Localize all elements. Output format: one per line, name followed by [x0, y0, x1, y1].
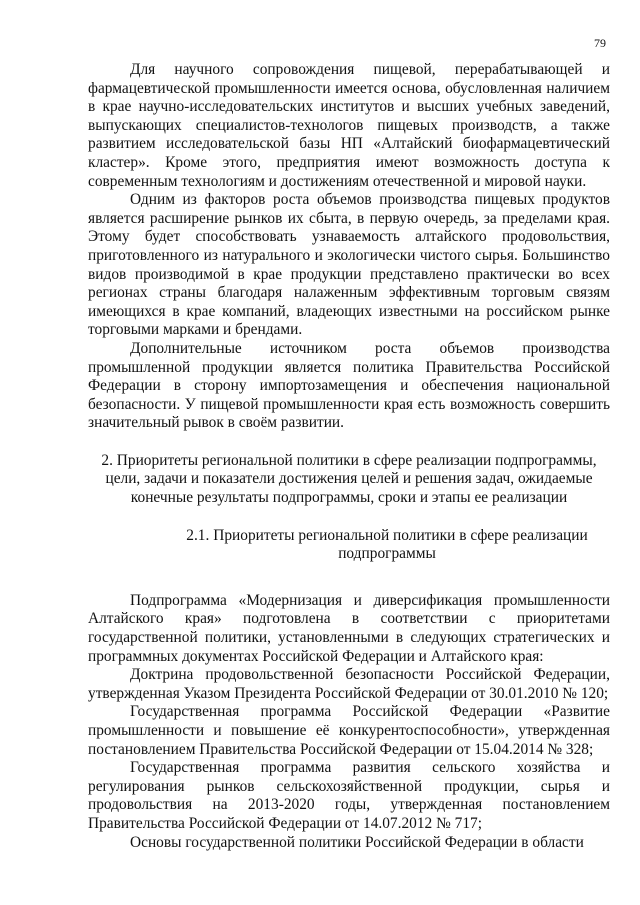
- page-number: 79: [594, 36, 606, 50]
- paragraph: Дополнительные источником роста объемов производства промышленной продукции является политика Правительства Российской Федерации в сторону импортозамещения и обеспечения национальной безопасности. У пищевой промышленности края есть возможность совершить значительный рывок в своём развитии.: [88, 339, 610, 432]
- paragraph: Для научного сопровождения пищевой, перерабатывающей и фармацевтической промышленности имеется основа, обусловленная наличием в крае научно-исследовательских институтов и высших учебных заведений, выпускающих специалистов-технологов пищевых производств, а также развитием исследовательской базы НП «Алтайский биофармацевтический кластер». Кроме этого, предприятия имеют возможность доступа к современным технологиям и достижениям отечественной и мировой науки.: [88, 61, 610, 190]
- paragraph: Доктрина продовольственной безопасности Российской Федерации, утвержденная Указом Президента Российской Федерации от 30.01.2010 № 120;: [88, 666, 610, 702]
- section-heading: 2. Приоритеты региональной политики в сфере реализации подпрограммы, цели, задачи и показатели достижения целей и решения задач, ожидаемые конечные результаты подпрограммы, сроки и этапы ее реализации: [101, 451, 597, 507]
- paragraph: Одним из факторов роста объемов производства пищевых продуктов является расширение рынков их сбыта, в первую очередь, за пределами края. Этому будет способствовать узнаваемость алтайского продовольствия, приготовленного из натурального и экологически чистого сырья. Большинство видов производимой в крае продукции представлено практически во всех регионах страны благодаря налаженным эффективным торговым связям имеющихся в крае компаний, владеющих известными на российском рынке торговыми марками и брендами.: [88, 191, 610, 339]
- paragraph: Государственная программа развития сельского хозяйства и регулирования рынков сельскохозяйственной продукции, сырья и продовольствия на 2013-2020 годы, утвержденная постановлением Правительства Российской Федерации от 14.07.2012 № 717;: [88, 759, 610, 832]
- subsection-heading: 2.1. Приоритеты региональной политики в сфере реализации подпрограммы: [186, 526, 588, 563]
- paragraph: Основы государственной политики Российской Федерации в области: [130, 833, 584, 851]
- paragraph: Государственная программа Российской Федерации «Развитие промышленности и повышение её конкурентоспособности», утвержденная постановлением Правительства Российской Федерации от 15.04.2014 № 328;: [88, 703, 610, 758]
- paragraph: Подпрограмма «Модернизация и диверсификация промышленности Алтайского края» подготовлена в соответствии с приоритетами государственной политики, установленными в следующих стратегических и программных документах Российской Федерации и Алтайского края:: [88, 591, 610, 665]
- document-body: [88, 61, 610, 852]
